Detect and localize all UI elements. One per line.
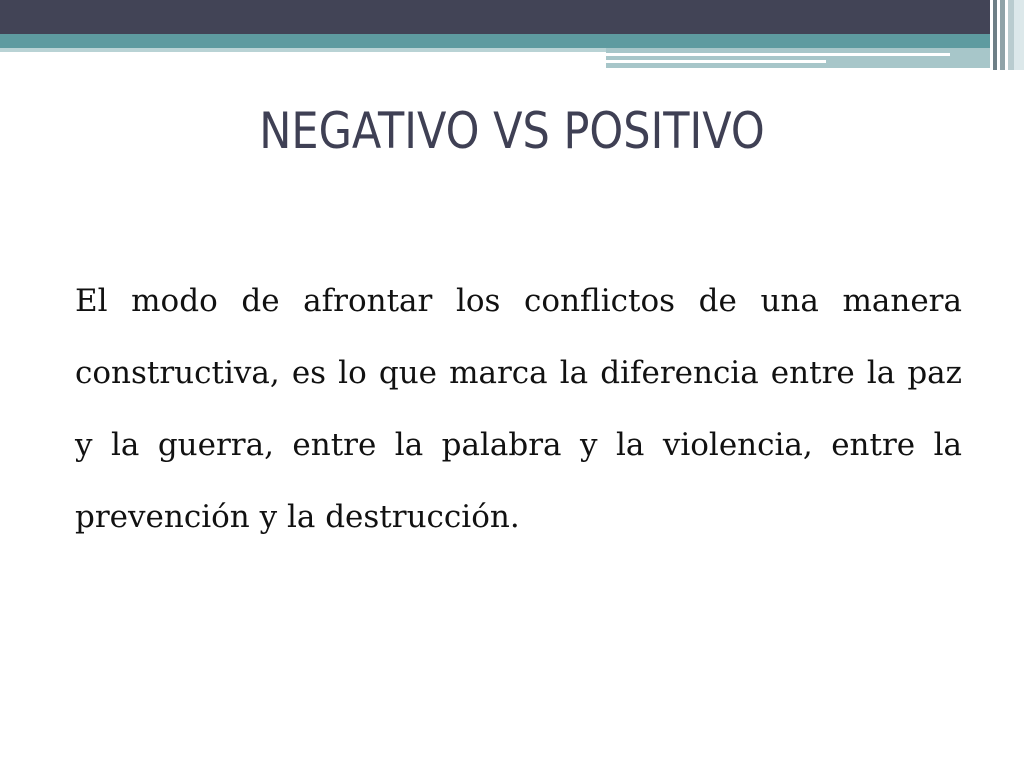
header-band-light-left <box>0 48 606 52</box>
header-accent-line <box>606 60 826 63</box>
header-corner-stripes <box>990 0 1024 70</box>
slide-title: NEGATIVO VS POSITIVO <box>259 102 765 160</box>
corner-stripe <box>1014 0 1024 70</box>
header-band-teal <box>0 34 1024 48</box>
header-band-light-right <box>606 48 1024 68</box>
slide-body-text: El modo de afrontar los conflictos de una manera constructiva, es lo que marca la diferencia entre la paz y la guerra, entre la palabra y la violencia, entre la prevención y la destrucción. <box>75 283 962 535</box>
header-accent-line <box>606 53 950 56</box>
header-band-dark <box>0 0 1024 34</box>
